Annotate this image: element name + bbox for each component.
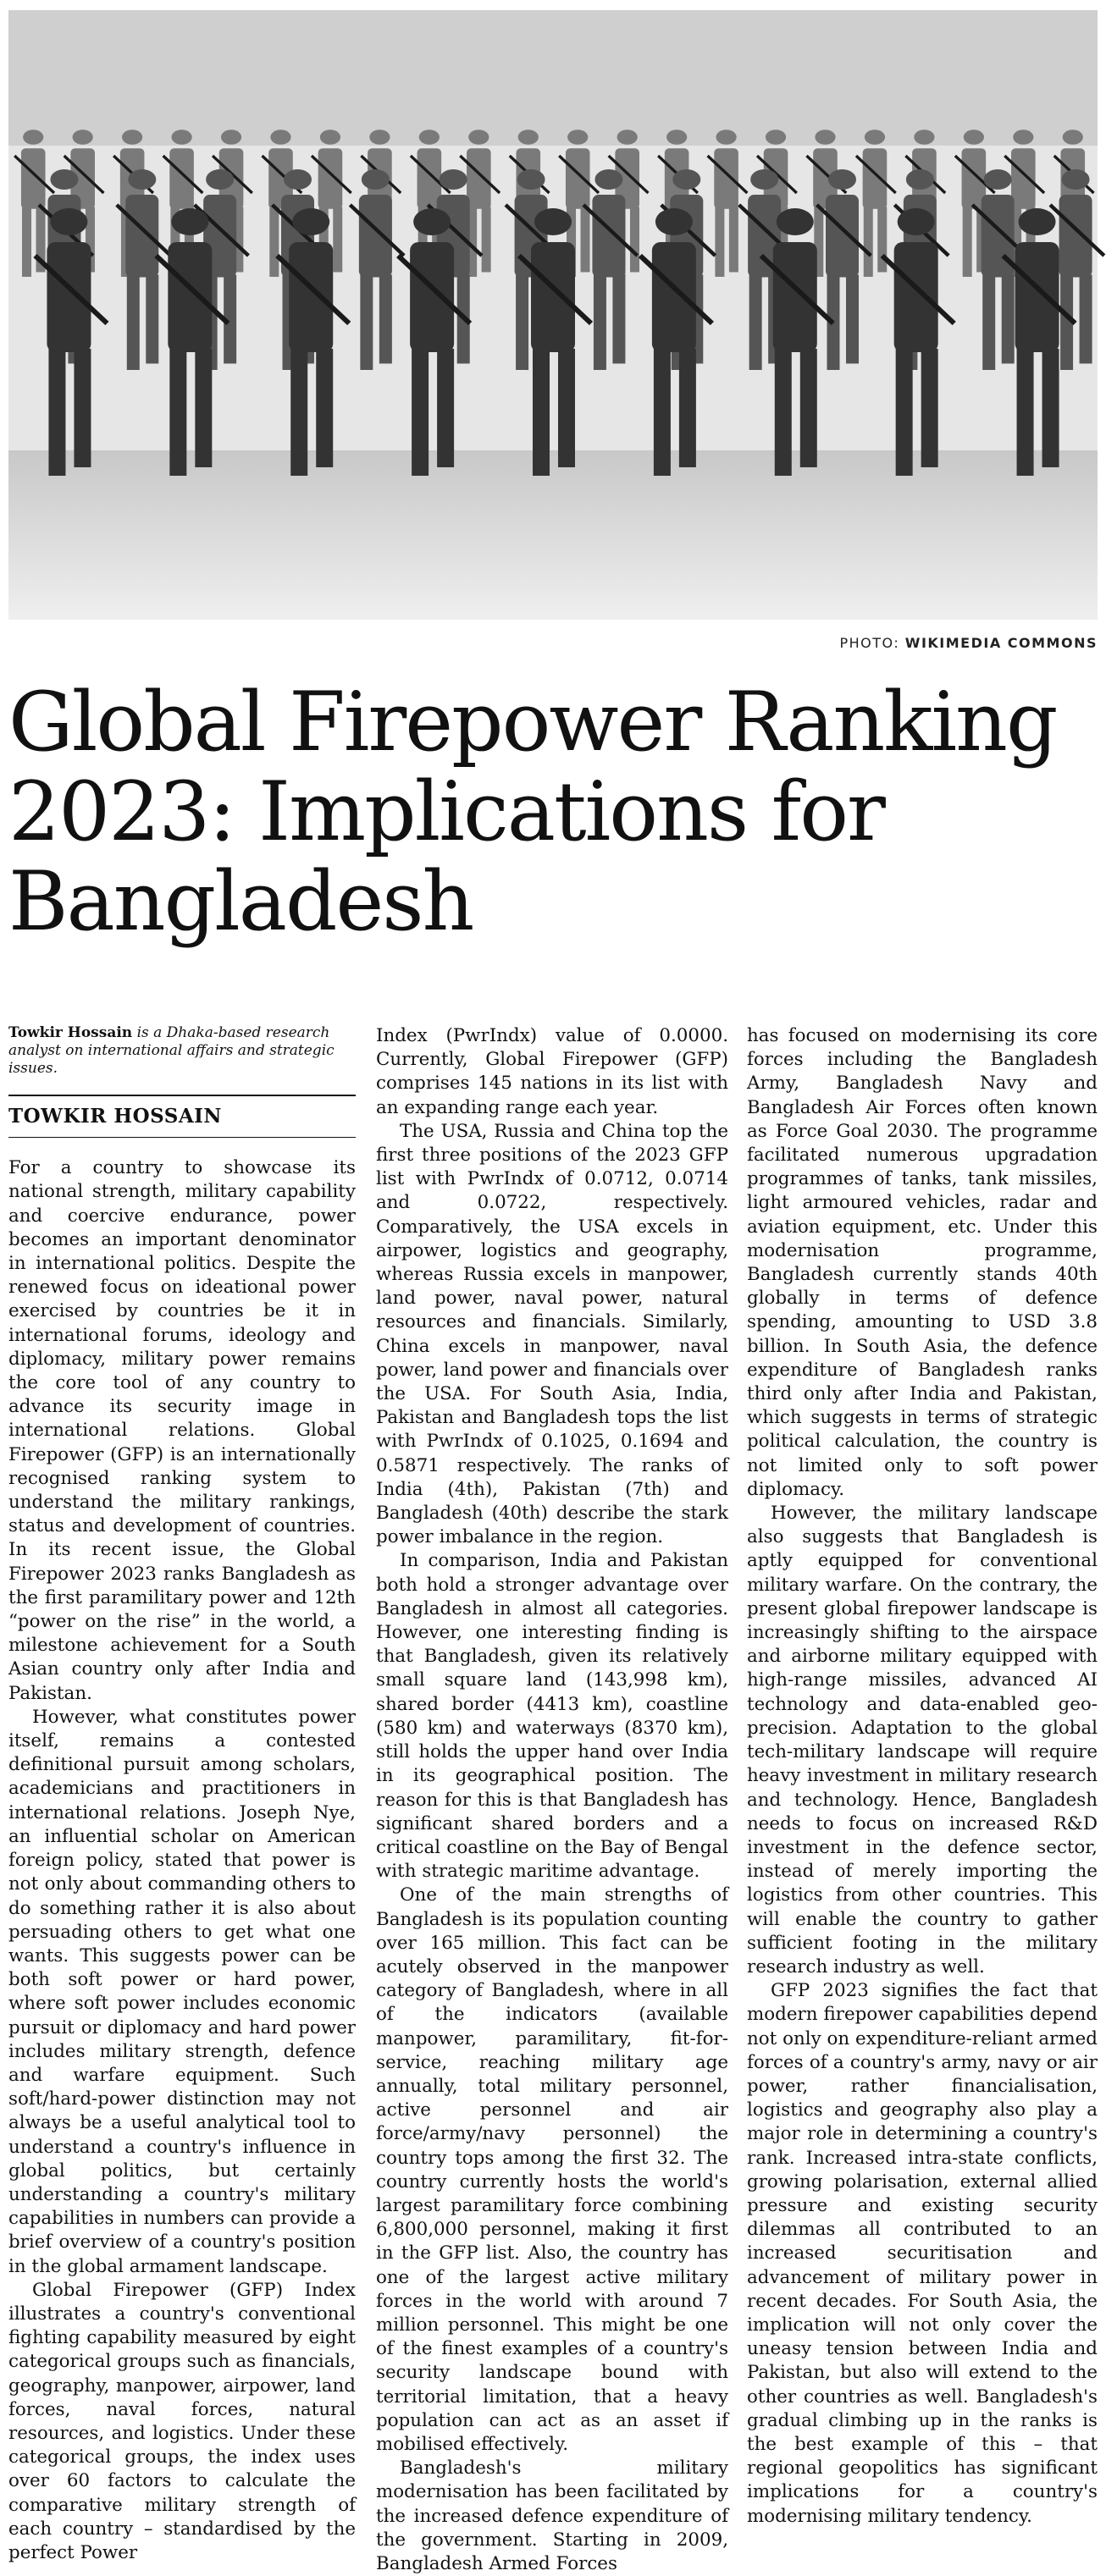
- photo-credit-source: WIKIMEDIA COMMONS: [904, 635, 1098, 651]
- byline: TOWKIR HOSSAIN: [8, 1105, 356, 1138]
- paragraph: One of the main strengths of Bangladesh is its population counting over 165 million. This fact can be acutely observed in the manpower category of Bangladesh, where in all of the indicators (available manpower, paramilitary, fit-for-service, reaching military age annually, total military personnel, active personnel and air force/army/navy personnel) the country tops among the first 32. The country currently hosts the world's largest paramilitary force combining 6,800,000 personnel, making it first in the GFP list. Also, the country has one of the largest active military forces in the world with around 7 million personnel. This might be one of the finest examples of a country's security landscape bound with territorial limitation, that a heavy population can act as an asset if mobilised effectively.: [376, 1884, 728, 2455]
- divider: [8, 1095, 356, 1096]
- paragraph: Index (PwrIndx) value of 0.0000. Currently, Global Firepower (GFP) comprises 145 nations in its list with an expanding range each year.: [376, 1025, 728, 1118]
- paragraph: However, what constitutes power itself, remains a contested definitional pursuit among scholars, academicians and practitioners in international relations. Joseph Nye, an influential scholar on American foreign policy, stated that power is not only about commanding others to do something rather it is also about persuading others to get what one wants. This suggests power can be both soft power or hard power, where soft power includes economic pursuit or diplomacy and hard power includes military strength, defence and warfare equipment. Such soft/hard-power distinction may not always be a useful analytical tool to understand a country's influence in global politics, but certainly understanding a country's military capabilities in numbers can provide a brief overview of a country's position in the global armament landscape.: [8, 1706, 356, 2277]
- paragraph: However, the military landscape also suggests that Bangladesh is aptly equipped for conventional military warfare. On the contrary, the present global firepower landscape is increasingly shifting to the airspace and airborne military equipped with high-range missiles, advanced AI technology and data-enabled geo-precision. Adaptation to the global tech-military landscape will require heavy investment in military research and technology. Hence, Bangladesh needs to focus on increased R&D investment in the defence sector, instead of merely importing the logistics from other countries. This will enable the country to gather sufficient footing in the military research industry as well.: [747, 1503, 1098, 1978]
- column-3: [747, 1024, 1098, 2529]
- column-1: [8, 1024, 356, 2565]
- author-bio: [8, 1024, 356, 1078]
- paragraph: Bangladesh's military modernisation has been facilitated by the increased defence expenditure of the government. Starting in 2009, Bangladesh Armed Forces: [376, 2457, 728, 2574]
- column-2: [376, 1024, 728, 2576]
- article-photo: [8, 10, 1098, 620]
- soldiers-marching-photo: [8, 10, 1098, 620]
- photo-credit: PHOTO: WIKIMEDIA COMMONS: [839, 635, 1098, 651]
- article-headline: Global Firepower Ranking 2023: Implications for Bangladesh: [8, 675, 1057, 949]
- paragraph: In comparison, India and Pakistan both hold a stronger advantage over Bangladesh in almost all categories. However, one interesting finding is that Bangladesh, given its relatively small square land (143,998 km), shared border (4413 km), coastline (580 km) and waterways (8370 km), still holds the upper hand over India in its geographical position. The reason for this is that Bangladesh has significant shared borders and a critical coastline on the Bay of Bengal with strategic maritime advantage.: [376, 1550, 728, 1883]
- paragraph: Global Firepower (GFP) Index illustrates a country's conventional fighting capability measured by eight categorical groups such as financials, geography, manpower, airpower, land forces, naval forces, natural resources, and logistics. Under these categorical groups, the index uses over 60 factors to calculate the comparative military strength of each country – standardised by the perfect Power: [8, 2279, 356, 2563]
- paragraph: has focused on modernising its core forces including the Bangladesh Army, Bangladesh Navy and Bangladesh Air Forces often known as Force Goal 2030. The programme facilitated numerous upgradation programmes of tanks, tank missiles, light armoured vehicles, radar and aviation equipment, etc. Under this modernisation programme, Bangladesh currently stands 40th globally in terms of defence spending, amounting to USD 3.8 billion. In South Asia, the defence expenditure of Bangladesh ranks third only after India and Pakistan, which suggests in terms of strategic political calculation, the country is not limited only to soft power diplomacy.: [747, 1025, 1098, 1500]
- paragraph: The USA, Russia and China top the first three positions of the 2023 GFP list with PwrIndx of 0.0712, 0.0714 and 0.0722, respectively. Comparatively, the USA excels in airpower, logistics and geography, whereas Russia excels in manpower, land power, naval power, natural resources and financials. Similarly, China excels in manpower, naval power, land power and financials over the USA. For South Asia, India, Pakistan and Bangladesh tops the list with PwrIndx of 0.1025, 0.1694 and 0.5871 respectively. The ranks of India (4th), Pakistan (7th) and Bangladesh (40th) describe the stark power imbalance in the region.: [376, 1120, 728, 1548]
- paragraph: For a country to showcase its national strength, military capability and coercive endurance, power becomes an important denominator in international politics. Despite the renewed focus on ideational power exercised by countries be it in international forums, ideology and diplomacy, military power remains the core tool of any country to advance its security image in international relations. Global Firepower (GFP) is an internationally recognised ranking system to understand the military rankings, status and development of countries. In its recent issue, the Global Firepower 2023 ranks Bangladesh as the first paramilitary power and 12th “power on the rise” in the world, a milestone achievement for a South Asian country only after India and Pakistan.: [8, 1157, 356, 1704]
- author-bio-text: is a Dhaka-based research analyst on international affairs and strategic issues.: [8, 1024, 335, 1077]
- author-bio-name: Towkir Hossain: [8, 1024, 133, 1041]
- paragraph: GFP 2023 signifies the fact that modern firepower capabilities depend not only on expenditure-reliant armed forces of a country's army, navy or air power, rather financialisation, logistics and geography also play a major role in determining a country's rank. Increased intra-state conflicts, growing polarisation, external allied pressure and existing security dilemmas all contributed to an increased securitisation and advancement of military power in recent decades. For South Asia, the implication will not only cover the uneasy tension between India and Pakistan, but also will extend to the other countries as well. Bangladesh's gradual climbing up in the ranks is the best example of this – that regional geopolitics has significant implications for a country's modernising military tendency.: [747, 1980, 1098, 2527]
